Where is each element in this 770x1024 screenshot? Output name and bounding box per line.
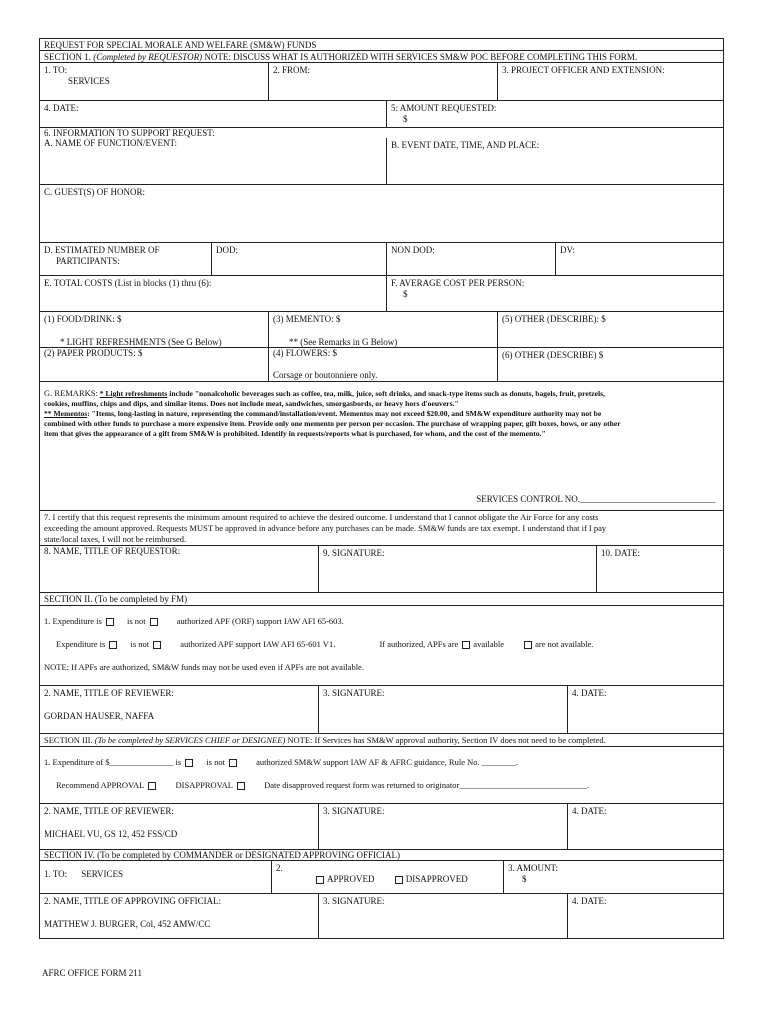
dod-label: DOD: [216, 245, 238, 255]
guests-label: C. GUEST(S) OF HONOR: [44, 187, 146, 197]
s4-approved-checkbox[interactable] [316, 876, 324, 884]
section1-note: NOTE: DISCUSS WHAT IS AUTHORIZED WITH SERVICES SM&W POC BEFORE COMPLETING THIS FORM. [204, 52, 638, 62]
date-label: 4. DATE: [44, 103, 79, 113]
s4-amount-label: 3. AMOUNT: [508, 863, 559, 873]
to-label: 1. TO: [44, 65, 68, 75]
date-field[interactable] [40, 101, 386, 127]
s2-line1-is-checkbox[interactable] [106, 618, 114, 626]
function-label: A. NAME OF FUNCTION/EVENT: [44, 138, 178, 148]
other2-label: (6) OTHER (DESCRIBE) $ [502, 350, 604, 360]
average-cost-field[interactable] [386, 276, 723, 311]
s4-to-field[interactable] [40, 861, 271, 893]
mementos-text-2: combined with other funds to purchase a more expensive item. Provide only one memento per person per occasion. The purchase of wrapping paper, gift boxes, bows, or any other [44, 419, 621, 428]
section4-row1 [39, 860, 724, 893]
paper-label: (2) PAPER PRODUCTS: $ [44, 348, 143, 358]
section2-label: SECTION II. (To be completed by FM) [44, 594, 188, 604]
row-function-event [39, 138, 724, 184]
section3-reviewer-row [39, 803, 724, 849]
total-costs-field[interactable] [40, 276, 386, 311]
section3-body [39, 746, 724, 803]
row-remarks [39, 381, 724, 510]
other1-label: (5) OTHER (DESCRIBE): $ [502, 314, 606, 324]
guests-field[interactable] [40, 185, 723, 242]
certify-line-3: state/local taxes, I will not be reimbursed. [44, 534, 187, 544]
s2-reviewer-label: 2. NAME, TITLE OF REVIEWER: [44, 688, 174, 698]
section1-header [39, 50, 724, 62]
food-note: * LIGHT REFRESHMENTS (See G Below) [60, 337, 222, 347]
memento-note: ** (See Remarks in G Below) [289, 337, 398, 347]
s4-item2-label: 2. [276, 863, 283, 873]
mementos-text: : "Items, long-lasting in nature, representing the command/installation/event. Mementos may not exceed $20.00, and SM&W expenditure authority may not be [87, 409, 602, 418]
average-cost-label: F. AVERAGE COST PER PERSON: [391, 278, 525, 288]
smw-request-form [39, 38, 724, 939]
s3-signature-field[interactable] [318, 804, 567, 849]
row-cost-items-2 [39, 347, 724, 381]
project-officer-field[interactable] [497, 63, 723, 100]
s2-available: available [473, 639, 504, 649]
event-field[interactable] [386, 138, 723, 184]
s4-official-label: 2. NAME, TITLE OF APPROVING OFFICIAL: [44, 896, 222, 906]
flowers-note: Corsage or boutonniere only. [273, 370, 378, 380]
section2-header [39, 592, 724, 605]
amount-requested-field[interactable] [386, 101, 723, 127]
amount-requested-label: 5: AMOUNT REQUESTED: [391, 103, 497, 113]
s3-authorized-text: authorized SM&W support IAW AF & AFRC guidance, Rule No. ________. [256, 757, 518, 767]
requestor-signature-field[interactable] [318, 546, 596, 592]
row-date-amount [39, 100, 724, 127]
amount-requested-value: $ [403, 114, 408, 124]
s3-signature-label: 3. SIGNATURE: [323, 806, 385, 816]
row-cost-items-1 [39, 311, 724, 347]
s4-date-label: 4. DATE: [572, 896, 607, 906]
mementos-marker: ** Mementos [44, 409, 88, 418]
section4-label: SECTION IV. (To be completed by COMMANDER or DESIGNATED APPROVING OFFICIAL) [44, 850, 400, 860]
s4-disapproved-checkbox[interactable] [395, 876, 403, 884]
s3-date-label: 4. DATE: [572, 806, 607, 816]
memento-label: (3) MEMENTO: $ [273, 314, 341, 324]
s3-disapproval-checkbox[interactable] [237, 782, 245, 790]
remarks-label: G. REMARKS: [44, 388, 98, 398]
participants-label-2: PARTICIPANTS: [56, 256, 120, 266]
flowers-field[interactable] [268, 348, 497, 381]
form-title: REQUEST FOR SPECIAL MORALE AND WELFARE (SM&W) FUNDS [44, 40, 317, 50]
project-officer-label: 3. PROJECT OFFICER AND EXTENSION: [502, 65, 665, 75]
certify-line-2: exceeding the amount approved. Requests MUST be approved in advance before any purchases can be made. SM&W funds are tax exempt. I understand that if I pay [44, 523, 607, 533]
light-refreshments-text: include "nonalcoholic beverages such as coffee, tea, milk, juice, soft drinks, and snack-type items such as donuts, bagels, fruit, pretzels, [167, 389, 605, 398]
s4-signature-label: 3. SIGNATURE: [323, 896, 385, 906]
function-field[interactable] [40, 138, 386, 184]
row-info [39, 127, 724, 138]
s2-reviewer-value: GORDAN HAUSER, NAFFA [44, 711, 155, 721]
from-field[interactable] [268, 63, 497, 100]
requestor-date-field[interactable] [596, 546, 723, 592]
s2-date-field[interactable] [567, 686, 723, 733]
food-field[interactable] [40, 312, 268, 347]
s4-amount-field[interactable] [503, 861, 723, 893]
s4-approval-field [271, 861, 503, 893]
s2-apf-text: authorized APF support IAW AFI 65-601 V1. [180, 639, 336, 649]
certification [40, 511, 723, 545]
section1-label: SECTION 1. [44, 52, 91, 62]
food-label: (1) FOOD/DRINK: $ [44, 314, 122, 324]
memento-field[interactable] [268, 312, 497, 347]
s2-is-not: is not [126, 616, 146, 626]
s2-line1-isnot-checkbox[interactable] [150, 618, 158, 626]
dv-label: DV: [560, 245, 575, 255]
s3-recommend-approval: Recommend APPROVAL [56, 780, 145, 790]
certify-line-1: 7. I certify that this request represents the minimum amount required to achieve the desired outcome. I understand that I cannot obligate the Air Force for any costs [44, 512, 599, 522]
section3-header [39, 733, 724, 746]
section3-note: NOTE: If Services has SM&W approval authority, Section IV does not need to be completed. [287, 735, 606, 745]
row-certify [39, 510, 724, 545]
s3-approval-checkbox[interactable] [148, 782, 156, 790]
section2-reviewer-row [39, 685, 724, 733]
s2-signature-field[interactable] [318, 686, 567, 733]
requestor-signature-label: 9. SIGNATURE: [323, 548, 385, 558]
services-control-no[interactable]: SERVICES CONTROL NO.______________________________ [476, 494, 715, 504]
dod-field[interactable] [211, 243, 386, 275]
row-to-from [39, 62, 724, 100]
other1-field[interactable] [497, 312, 723, 347]
dv-field[interactable] [555, 243, 723, 275]
s3-disapproval: DISAPPROVAL [175, 780, 234, 790]
section4-header [39, 849, 724, 860]
s3-date-returned: Date disapproved request form was returned to originator______________________________. [264, 780, 589, 790]
section3-label: SECTION III. [44, 735, 93, 745]
row-requestor [39, 545, 724, 592]
other2-field[interactable] [497, 348, 723, 381]
s2-not-available: are not available. [535, 639, 594, 649]
s2-if-authorized: If authorized, APFs are [379, 639, 459, 649]
non-dod-label: NON DOD: [391, 245, 435, 255]
from-label: 2. FROM: [273, 65, 311, 75]
s3-isnot-checkbox[interactable] [229, 759, 237, 767]
s4-date-field[interactable] [567, 894, 723, 938]
row-costs [39, 275, 724, 311]
s2-expenditure-is-2: Expenditure is [56, 639, 106, 649]
s2-is-not-2: is not [130, 639, 150, 649]
s3-reviewer-field[interactable] [40, 804, 318, 849]
section4-row2 [39, 893, 724, 939]
s4-amount-value: $ [522, 874, 527, 884]
requestor-date-label: 10. DATE: [601, 548, 640, 558]
s4-disapproved: DISAPPROVED [405, 874, 468, 884]
to-field[interactable] [40, 63, 268, 100]
flowers-label: (4) FLOWERS: $ [273, 348, 337, 358]
s2-note: NOTE: If APFs are authorized, SM&W funds may not be used even if APFs are not available. [44, 662, 364, 672]
requestor-label: 8. NAME, TITLE OF REQUESTOR: [44, 546, 181, 556]
mementos-text-3: item that gives the appearance of a gift from SM&W is prohibited. Identify in requests/reports what is purchased, for whom, and the cost of the memento." [44, 429, 546, 438]
s3-expenditure-of: 1. Expenditure of $_______________ is [44, 757, 182, 767]
s2-line2-isnot-checkbox[interactable] [153, 641, 161, 649]
s2-available-checkbox[interactable] [462, 641, 470, 649]
s3-reviewer-value: MICHAEL VU, GS 12, 452 FSS/CD [44, 829, 178, 839]
s4-signature-field[interactable] [318, 894, 567, 938]
s2-line2-is-checkbox[interactable] [109, 641, 117, 649]
section2-body [39, 605, 724, 685]
s4-to-value: SERVICES [81, 869, 123, 879]
s2-date-label: 4. DATE: [572, 688, 607, 698]
info-label: 6. INFORMATION TO SUPPORT REQUEST: [44, 128, 215, 138]
title-row [39, 38, 724, 50]
s4-official-field[interactable] [40, 894, 318, 938]
non-dod-field[interactable] [386, 243, 555, 275]
s2-signature-label: 3. SIGNATURE: [323, 688, 385, 698]
s2-reviewer-field[interactable] [40, 686, 318, 733]
s2-not-available-checkbox[interactable] [524, 641, 532, 649]
s3-is-checkbox[interactable] [185, 759, 193, 767]
section3-completed-by: (To be completed by SERVICES CHIEF or DESIGNEE) [94, 735, 286, 745]
s3-reviewer-label: 2. NAME, TITLE OF REVIEWER: [44, 806, 174, 816]
requestor-field[interactable] [40, 546, 318, 592]
row-participants [39, 242, 724, 275]
average-cost-value: $ [403, 289, 408, 299]
total-costs-label: E. TOTAL COSTS (List in blocks (1) thru (6): [44, 278, 212, 288]
section1-completed-by: (Completed by REQUESTOR) [93, 52, 203, 62]
s2-orf-text: authorized APF (ORF) support IAW AFI 65-603. [176, 616, 344, 626]
s4-to-label: 1. TO: [44, 869, 68, 879]
s2-expenditure-is: 1. Expenditure is [44, 616, 102, 626]
remarks-field [40, 382, 723, 510]
s3-date-field[interactable] [567, 804, 723, 849]
s4-official-value: MATTHEW J. BURGER, Col, 452 AMW/CC [44, 919, 211, 929]
s3-is-not: is not [206, 757, 225, 767]
participants-label: D. ESTIMATED NUMBER OF [44, 245, 160, 255]
light-refreshments-text-2: cookies, muffins, chips and dips, and similar items. Does not include meat, sandwiches, smorgasbords, or heavy hors d'oeuvers." [44, 399, 459, 408]
paper-field[interactable] [40, 348, 268, 381]
s4-approved: APPROVED [327, 874, 375, 884]
row-guests [39, 184, 724, 242]
event-label: B. EVENT DATE, TIME, AND PLACE: [391, 140, 540, 150]
light-refreshments-marker: * Light refreshments [99, 389, 168, 398]
form-number: AFRC OFFICE FORM 211 [42, 968, 142, 978]
participants-field [40, 243, 211, 275]
to-value: SERVICES [68, 76, 110, 86]
